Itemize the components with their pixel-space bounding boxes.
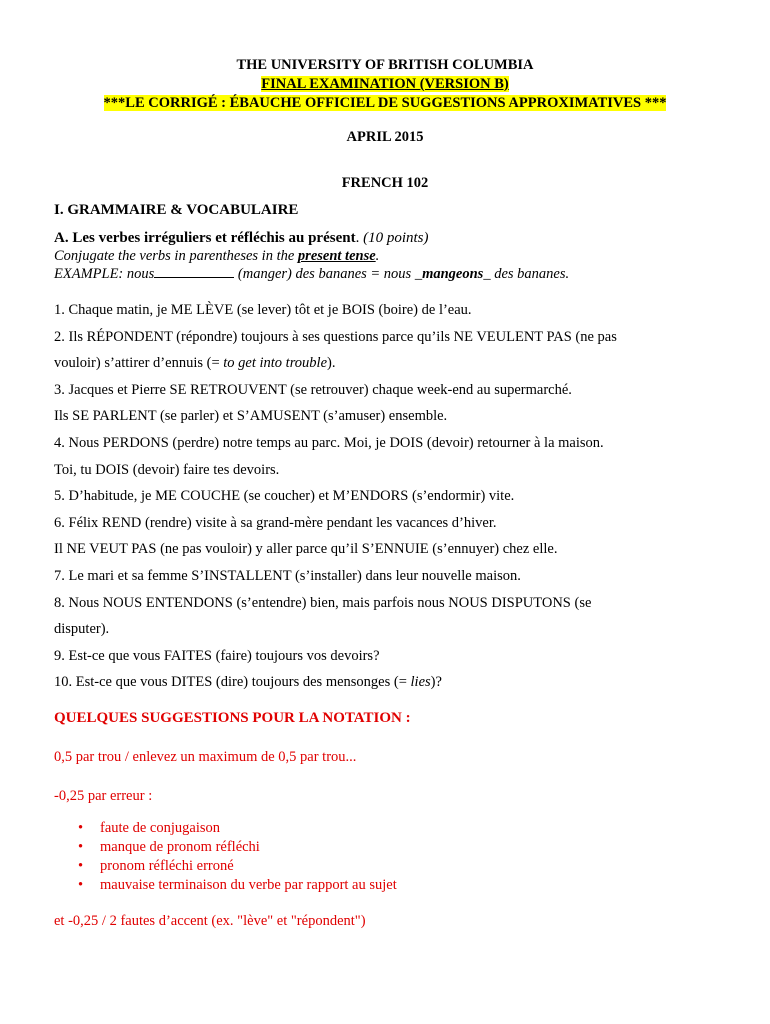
bullet-icon: • <box>78 819 84 836</box>
answer-3-line-1: 3. Jacques et Pierre SE RETROUVENT (se retrouver) chaque week-end au supermarché. <box>54 381 572 398</box>
answer-10: 10. Est-ce que vous DITES (dire) toujours des mensonges (= lies)? <box>54 674 442 691</box>
answer-9: 9. Est-ce que vous FAITES (faire) toujours vos devoirs? <box>54 647 380 664</box>
example-pre: EXAMPLE: nous <box>54 266 155 282</box>
notation-title: QUELQUES SUGGESTIONS POUR LA NOTATION : <box>54 709 411 726</box>
part-title-line: A. Les verbes irréguliers et réfléchis au présent. (10 points) <box>54 230 429 246</box>
example-line <box>54 265 716 283</box>
list-item: • pronom réfléchi erroné <box>78 857 234 874</box>
notation-line-2: -0,25 par erreur : <box>54 787 153 804</box>
example-post: _ des bananes. <box>483 266 570 282</box>
instruction-pre: Conjugate the verbs in parentheses in the <box>54 248 298 264</box>
answer-10-gloss: lies <box>410 674 431 691</box>
example-blank <box>154 265 234 278</box>
list-item: • manque de pronom réfléchi <box>78 838 260 855</box>
notation-bullets <box>54 819 716 895</box>
notation-line-1: 0,5 par trou / enlevez un maximum de 0,5 par trou... <box>54 748 357 765</box>
answer-8-line-1: 8. Nous NOUS ENTENDONS (s’entendre) bien, mais parfois nous NOUS DISPUTONS (se <box>54 594 592 611</box>
part-points: (10 points) <box>363 230 429 246</box>
answer-4-line-1: 4. Nous PERDONS (perdre) notre temps au parc. Moi, je DOIS (devoir) retourner à la maison. <box>54 434 604 451</box>
example-answer: mangeons <box>422 266 484 282</box>
header-block <box>54 56 716 113</box>
instruction-emphasis: present tense <box>297 248 376 264</box>
bullet-icon: • <box>78 876 84 893</box>
list-item: • mauvaise terminaison du verbe par rapport au sujet <box>78 876 397 893</box>
answer-2-gloss: to get into trouble <box>223 355 328 372</box>
answer-list <box>54 297 716 696</box>
answer-4-line-2: Toi, tu DOIS (devoir) faire tes devoirs. <box>54 461 280 478</box>
exam-title: FINAL EXAMINATION (VERSION B) <box>261 76 509 92</box>
example-mid: (manger) des bananes = nous _ <box>234 266 423 282</box>
part-title: A. Les verbes irréguliers et réfléchis au présent <box>54 230 356 246</box>
answer-1: 1. Chaque matin, je ME LÈVE (se lever) tôt et je BOIS (boire) de l’eau. <box>54 302 472 318</box>
answer-2-line-2: vouloir) s’attirer d’ennuis (= to get into trouble). <box>54 355 336 372</box>
answer-3-line-2: Ils SE PARLENT (se parler) et S’AMUSENT (s’amuser) ensemble. <box>54 408 448 425</box>
corrige-title: ***LE CORRIGÉ : ÉBAUCHE OFFICIEL DE SUGGESTIONS APPROXIMATIVES *** <box>103 95 667 111</box>
answer-6-line-1: 6. Félix REND (rendre) visite à sa grand-mère pendant les vacances d’hiver. <box>54 514 497 531</box>
instruction-line <box>54 247 716 265</box>
notation-line-3: et -0,25 / 2 fautes d’accent (ex. "lève" et "répondent") <box>54 912 366 929</box>
answer-2-line-1: 2. Ils RÉPONDENT (répondre) toujours à ses questions parce qu’ils NE VEULENT PAS (ne pas <box>54 328 617 345</box>
exam-date: APRIL 2015 <box>346 129 424 145</box>
section-title: I. GRAMMAIRE & VOCABULAIRE <box>54 202 299 218</box>
answer-5: 5. D’habitude, je ME COUCHE (se coucher) et M’ENDORS (s’endormir) vite. <box>54 488 515 505</box>
answer-6-line-2: Il NE VEUT PAS (ne pas vouloir) y aller parce qu’il S’ENNUIE (s’ennuyer) chez elle. <box>54 541 558 558</box>
bullet-icon: • <box>78 857 84 874</box>
course-code: FRENCH 102 <box>341 175 429 191</box>
list-item: • faute de conjugaison <box>78 819 220 836</box>
bullet-icon: • <box>78 838 84 855</box>
instruction-post: . <box>375 248 380 264</box>
answer-8-line-2: disputer). <box>54 621 110 638</box>
university-name: THE UNIVERSITY OF BRITISH COLUMBIA <box>236 57 534 73</box>
answer-7: 7. Le mari et sa femme S’INSTALLENT (s’installer) dans leur nouvelle maison. <box>54 567 521 584</box>
